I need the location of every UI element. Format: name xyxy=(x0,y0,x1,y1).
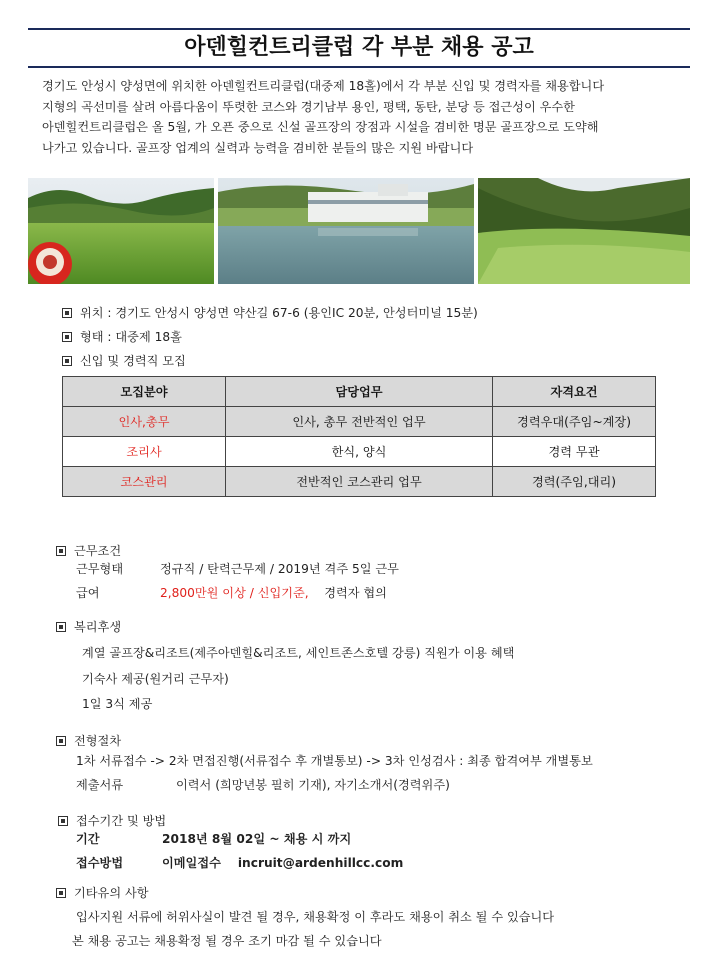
welfare-item: 기숙사 제공(원거리 근무자) xyxy=(82,672,229,686)
intro-line: 경기도 안성시 양성면에 위치한 아덴힐컨트리클럽(대중제 18홀)에서 각 부분 신입 및 경력자를 채용합니다 xyxy=(42,79,605,93)
process-docs: 제출서류 이력서 (희망년봉 필히 기재), 자기소개서(경력위주) xyxy=(76,778,450,792)
info-recruit: 신입 및 경력직 모집 xyxy=(62,352,186,369)
email-address: incruit@ardenhillcc.com xyxy=(237,856,404,870)
welfare-item: 1일 3식 제공 xyxy=(82,697,153,711)
welfare-heading: 복리후생 xyxy=(56,618,121,635)
square-bullet-icon xyxy=(62,356,72,366)
table-cell-duty: 인사, 총무 전반적인 업무 xyxy=(226,407,493,437)
table-cell-field: 인사,총무 xyxy=(63,407,226,437)
intro-line: 지형의 곡선미를 살려 아름다움이 뚜렷한 코스와 경기남부 용인, 평택, 동탄, 분당 등 접근성이 우수한 xyxy=(42,99,575,114)
table-header-row xyxy=(63,377,656,407)
square-bullet-icon xyxy=(56,546,66,556)
table-header: 자격요건 xyxy=(493,377,656,407)
table-row xyxy=(63,407,656,437)
info-location: 위치 : 경기도 안성시 양성면 약산길 67-6 (용인IC 20분, 안성터미널 15분) xyxy=(62,304,478,321)
table-header: 담당업무 xyxy=(226,377,493,407)
notes-item: 입사지원 서류에 허위사실이 발견 될 경우, 채용확정 이 후라도 채용이 취소 될 수 있습니다 xyxy=(76,910,555,924)
square-bullet-icon xyxy=(58,816,68,826)
notes-item: 본 채용 공고는 채용확정 될 경우 조기 마감 될 수 있습니다 xyxy=(72,934,382,948)
notes-heading: 기타유의 사항 xyxy=(56,884,149,901)
clubhouse-lake-photo xyxy=(218,178,474,284)
square-bullet-icon xyxy=(62,308,72,318)
apply-method: 접수방법 이메일접수 incruit@ardenhillcc.com xyxy=(76,856,404,870)
recruit-table xyxy=(62,376,656,497)
welfare-item: 계열 골프장&리조트(제주아덴힐&리조트, 세인트존스호텔 강릉) 직원가 이용 혜택 xyxy=(82,646,515,660)
conditions-type: 근무형태 정규직 / 탄력근무제 / 2019년 격주 5일 근무 xyxy=(76,562,399,576)
square-bullet-icon xyxy=(56,622,66,632)
fairway-photo xyxy=(478,178,690,284)
intro-paragraph xyxy=(42,76,682,158)
apply-heading: 접수기간 및 방법 xyxy=(58,812,166,829)
table-cell-req: 경력(주임,대리) xyxy=(493,467,656,497)
table-row xyxy=(63,437,656,467)
photo-strip xyxy=(28,178,690,284)
conditions-heading: 근무조건 xyxy=(56,542,121,559)
table-cell-duty: 전반적인 코스관리 업무 xyxy=(226,467,493,497)
apply-period: 기간 2018년 8월 02일 ~ 채용 시 까지 xyxy=(76,832,352,846)
table-cell-field: 조리사 xyxy=(63,437,226,467)
intro-line: 아덴힐컨트리클럽은 올 5월, 가 오픈 중으로 신설 골프장의 장점과 시설을 겸비한 명문 골프장으로 도약해 xyxy=(42,120,599,134)
process-steps: 1차 서류접수 -> 2차 면접진행(서류접수 후 개별통보) -> 3차 인성검사 : 최종 합격여부 개별통보 xyxy=(76,754,593,768)
info-type: 형태 : 대중제 18홀 xyxy=(62,328,182,345)
table-header: 모집분야 xyxy=(63,377,226,407)
conditions-pay: 급여 2,800만원 이상 / 신입기준, 경력자 협의 xyxy=(76,586,387,600)
square-bullet-icon xyxy=(56,736,66,746)
process-heading: 전형절차 xyxy=(56,732,121,749)
square-bullet-icon xyxy=(62,332,72,342)
table-row xyxy=(63,467,656,497)
square-bullet-icon xyxy=(56,888,66,898)
table-cell-field: 코스관리 xyxy=(63,467,226,497)
golf-ball-photo xyxy=(28,178,214,284)
table-cell-req: 경력우대(주임~계장) xyxy=(493,407,656,437)
intro-line: 나가고 있습니다. 골프장 업계의 실력과 능력을 겸비한 분들의 많은 지원 바랍니다 xyxy=(42,140,474,155)
table-cell-duty: 한식, 양식 xyxy=(226,437,493,467)
page-title: 아덴힐컨트리클럽 각 부분 채용 공고 xyxy=(28,28,690,68)
table-cell-req: 경력 무관 xyxy=(493,437,656,467)
